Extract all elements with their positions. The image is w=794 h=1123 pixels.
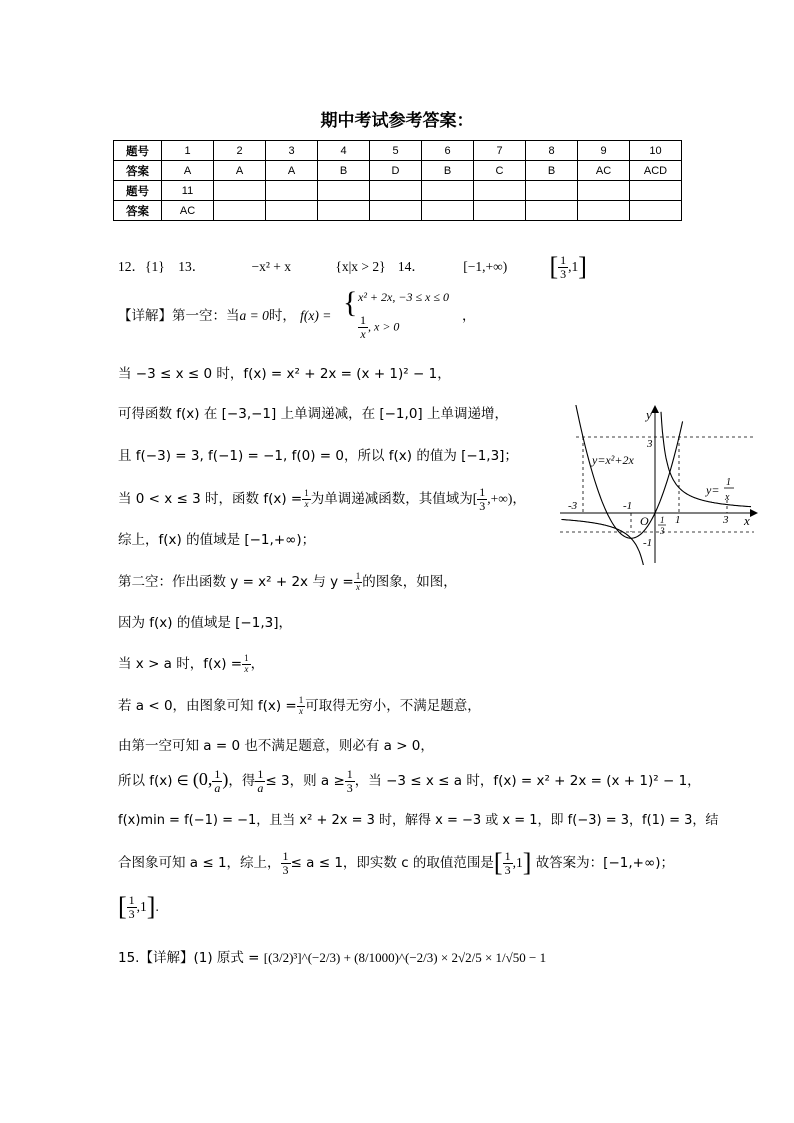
parabola-curve	[573, 405, 682, 538]
table-row	[114, 141, 682, 161]
answer-14-range1: [−1,+∞)	[463, 259, 508, 274]
text-part: [(3/2)³]^(−2/3) + (8/1000)^(−2/3) × 2√2/5 × 1/√50 − 1	[263, 950, 547, 965]
bracket: [	[493, 848, 503, 877]
text-part: 15.【详解】(1) 原式 =	[118, 950, 260, 966]
text-line	[118, 486, 526, 512]
text-part: 合图象可知 a ≤ 1，综上，	[118, 855, 281, 871]
table-cell: 9	[578, 141, 630, 161]
piecewise-brace: {	[343, 286, 358, 319]
bracket: ]	[522, 848, 532, 877]
frac-num: 1	[479, 485, 486, 499]
frac-den: 3	[504, 862, 511, 877]
frac-num: 1	[560, 252, 567, 267]
fraction	[127, 894, 137, 920]
table-cell	[370, 181, 422, 201]
text-part: 第二空：作出函数 y = x² + 2x 与 y =	[118, 574, 354, 590]
text-part: [	[472, 491, 478, 507]
table-cell	[578, 181, 630, 201]
fraction	[354, 572, 363, 592]
table-cell: 8	[526, 141, 578, 161]
tick-label-m1: -1	[623, 500, 633, 512]
header-label: 题号	[114, 141, 162, 161]
table-row	[114, 161, 682, 181]
frac-den: x	[355, 581, 360, 592]
case1-text: x² + 2x, −3 ≤ x ≤ 0	[358, 290, 449, 304]
bracket: ]	[146, 892, 156, 921]
text-line	[118, 946, 546, 966]
text-part: 为单调递减函数，其值域为	[310, 491, 473, 508]
table-cell: 2	[214, 141, 266, 161]
table-cell: 6	[422, 141, 474, 161]
tick-label-m3: -3	[568, 500, 578, 512]
table-cell	[578, 201, 630, 221]
tick-label-3x: 3	[723, 514, 729, 526]
table-cell: C	[474, 161, 526, 181]
frac-num: 1	[346, 767, 353, 781]
bracket: [	[118, 892, 127, 921]
table-cell: 3	[266, 141, 318, 161]
fraction	[212, 768, 222, 794]
hyperbola-label-den: x	[725, 492, 730, 503]
piecewise-case1	[358, 290, 449, 305]
text-line: 当 −3 ≤ x ≤ 0 时，f(x) = x² + 2x = (x + 1)² − 1，	[118, 366, 451, 382]
fraction	[242, 654, 251, 674]
table-cell	[214, 181, 266, 201]
text-part: )	[222, 769, 229, 790]
hyperbola-left-curve	[561, 520, 647, 566]
text-line	[118, 694, 481, 716]
table-cell: 11	[162, 181, 214, 201]
text-part: ≤ 3，则 a ≥	[265, 773, 345, 790]
table-cell	[266, 181, 318, 201]
table-cell: B	[526, 161, 578, 181]
fraction	[302, 489, 311, 509]
function-graph	[558, 405, 758, 565]
table-cell: 5	[370, 141, 422, 161]
header-label: 题号	[114, 181, 162, 201]
text-line: f(x)min = f(−1) = −1，且当 x² + 2x = 3 时，解得 x = −3 或 x = 1，即 f(−3) = 3，f(1) = 3，结	[118, 813, 719, 828]
text-line	[118, 570, 457, 592]
frac-num: 1	[128, 892, 135, 907]
frac-num: 1	[282, 848, 289, 863]
table-cell: ACD	[630, 161, 682, 181]
y-axis-label: y	[646, 407, 652, 422]
math-fx: f(x) =	[300, 308, 332, 323]
fraction	[503, 850, 513, 876]
frac-den: 3	[560, 266, 567, 281]
text-line: 由第一空可知 a = 0 也不满足题意，则必有 a > 0，	[118, 738, 434, 754]
hyperbola-label: y=	[706, 483, 720, 497]
table-cell: AC	[578, 161, 630, 181]
case2-rest: , x > 0	[368, 319, 400, 334]
frac-num: 1	[355, 571, 361, 582]
answer-13-expr: −x² + x	[251, 259, 292, 274]
table-row	[114, 201, 682, 221]
text-line: 因为 f(x) 的值域是 [−1,3]，	[118, 615, 292, 631]
bracket: [	[549, 252, 559, 281]
text-part: 的图象，如图，	[362, 574, 457, 590]
piecewise-case2	[358, 314, 399, 340]
text-part: 当 0 < x ≤ 3 时，函数 f(x) =	[118, 491, 303, 508]
answer-label: 答案	[114, 161, 162, 181]
table-cell	[370, 201, 422, 221]
frac-num: 1	[257, 767, 264, 781]
frac-den: 3	[128, 906, 135, 921]
frac-num: 1	[298, 695, 304, 706]
text-line: 综上，f(x) 的值域是 [−1,+∞)；	[118, 532, 316, 548]
table-cell: B	[318, 161, 370, 181]
detail-first-line	[118, 304, 331, 324]
detail-label: 【详解】第一空：当	[118, 308, 240, 324]
bracket: ]	[578, 252, 587, 281]
frac-den: 3	[346, 780, 353, 795]
frac-num: 1	[360, 313, 366, 327]
table-cell: D	[370, 161, 422, 181]
tick-label-3y: 3	[647, 438, 653, 450]
table-row	[114, 181, 682, 201]
frac-den: 3	[479, 498, 486, 513]
fraction	[281, 850, 291, 876]
text-line	[118, 652, 264, 674]
table-cell: A	[266, 161, 318, 181]
frac-den: 3	[282, 862, 289, 877]
answer-14-label: 14．	[397, 259, 425, 274]
fraction	[345, 768, 355, 794]
frac-den: x	[298, 705, 303, 716]
table-cell	[214, 201, 266, 221]
table-cell	[266, 201, 318, 221]
text-part: 故答案为：[−1,+∞)；	[535, 855, 674, 871]
x-axis-label: x	[744, 513, 750, 528]
frac-den: x	[244, 663, 249, 674]
answer-12-13-label: 12．{1} 13．	[118, 259, 206, 274]
table-cell: 10	[630, 141, 682, 161]
parabola-label: y=x²+2x	[592, 453, 634, 467]
table-cell	[630, 201, 682, 221]
frac-den: a	[214, 780, 221, 795]
tick-label-m1y: -1	[643, 537, 653, 549]
text-line: 且 f(−3) = 3, f(−1) = −1, f(0) = 0，所以 f(x) 的值为 [−1,3]；	[118, 448, 518, 464]
math-a0: a = 0	[239, 308, 269, 323]
frac-num: 1	[244, 653, 249, 664]
table-cell: 7	[474, 141, 526, 161]
text-part: ,1	[512, 855, 523, 870]
text-line: [ $\frac{1}{3}$ ,1].	[118, 892, 159, 921]
text-part: ,+∞)，	[487, 491, 526, 507]
page-title: 期中考试参考答案：	[320, 111, 474, 131]
text-part: 若 a < 0，由图象可知 f(x) =	[118, 698, 297, 714]
comma	[462, 304, 476, 324]
fraction	[558, 254, 568, 280]
frac-den: x	[304, 498, 309, 509]
text-part: 可取得无穷小，不满足题意，	[305, 698, 481, 714]
text-part: 当 x > a 时，f(x) =	[118, 656, 243, 672]
text-line: 可得函数 f(x) 在 [−3,−1] 上单调递减，在 [−1,0] 上单调递增，	[118, 406, 508, 422]
text-part: (0,	[192, 769, 213, 790]
tick-label-third-den: 3	[660, 526, 665, 536]
answers-12-14	[118, 252, 587, 282]
table-cell	[526, 201, 578, 221]
frac-num: 1	[214, 767, 221, 781]
table-cell	[474, 181, 526, 201]
text-shi: 时，	[268, 308, 296, 324]
comma-text: ，	[462, 308, 476, 324]
frac-num: 1	[304, 488, 309, 499]
fraction	[358, 314, 368, 340]
fraction	[477, 486, 487, 512]
frac-den: a	[257, 780, 264, 795]
table-cell	[630, 181, 682, 201]
table-cell: A	[214, 161, 266, 181]
table-cell	[474, 201, 526, 221]
tick-label-1: 1	[675, 514, 681, 526]
text-part: ，当 −3 ≤ x ≤ a 时，f(x) = x² + 2x = (x + 1)² − 1，	[354, 773, 701, 790]
answer-14-range2	[549, 252, 587, 281]
table-cell: AC	[162, 201, 214, 221]
answer-13-set: {x|x > 2}	[335, 259, 386, 274]
frac-num: 1	[504, 848, 511, 863]
table-cell	[422, 181, 474, 201]
text-line	[118, 768, 701, 794]
answer-table	[113, 140, 682, 221]
table-cell: A	[162, 161, 214, 181]
hyperbola-label-num: 1	[726, 477, 731, 488]
fraction	[297, 696, 306, 716]
table-cell: 1	[162, 141, 214, 161]
text-part: 所以 f(x) ∈	[118, 773, 189, 790]
table-cell: B	[422, 161, 474, 181]
table-cell	[422, 201, 474, 221]
frac-den: x	[360, 326, 366, 341]
answer-label: 答案	[114, 201, 162, 221]
text-part: ，	[250, 656, 265, 672]
range-rest: ,1	[568, 259, 579, 274]
fraction	[255, 768, 265, 794]
table-cell: 4	[318, 141, 370, 161]
tick-label-third-num: 1	[660, 515, 665, 525]
table-cell	[318, 201, 370, 221]
text-part: ，得	[228, 773, 256, 790]
table-cell	[526, 181, 578, 201]
text-part: ,1	[136, 899, 147, 914]
text-line	[118, 848, 674, 878]
origin-label: O	[640, 514, 649, 528]
table-cell	[318, 181, 370, 201]
text-part: ≤ a ≤ 1，即实数 c 的取值范围是	[290, 855, 494, 871]
